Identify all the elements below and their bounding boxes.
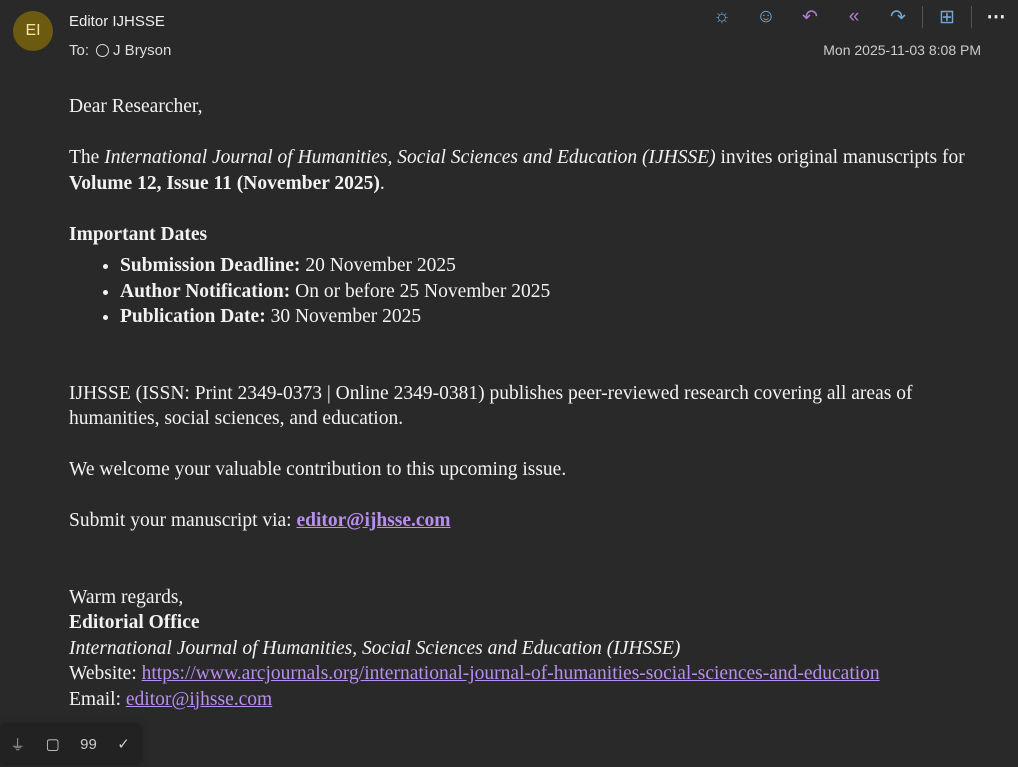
quote-icon[interactable]: 99 — [80, 735, 97, 753]
recipients — [69, 42, 171, 59]
text: The — [69, 147, 105, 168]
date-label: Author Notification: — [120, 280, 291, 302]
reply-icon[interactable]: ↶ — [802, 6, 818, 28]
date-label: Submission Deadline: — [120, 255, 301, 276]
avatar[interactable]: EI — [13, 11, 53, 51]
apps-icon[interactable]: ⊞ — [939, 6, 955, 28]
greeting: Dear Researcher, — [69, 96, 203, 117]
recipient[interactable]: J Bryson — [113, 42, 172, 59]
floating-toolbar — [0, 725, 140, 763]
text: Submit your manuscript via: — [69, 510, 297, 531]
submit-email-link[interactable]: editor@ijhsse.com — [296, 510, 451, 531]
divider — [971, 6, 972, 28]
brightness-icon[interactable]: ☼ — [713, 6, 731, 27]
email-label: Email: — [69, 688, 126, 710]
date-value: 30 November 2025 — [265, 306, 422, 327]
date-label: Publication Date: — [120, 306, 266, 327]
date-value: On or before 25 November 2025 — [290, 280, 551, 302]
list-item — [120, 304, 969, 330]
presence-icon — [96, 44, 109, 57]
signature-journal: International Journal of Humanities, Social Sciences and Education (IJHSSE) — [69, 637, 681, 659]
about: IJHSSE (ISSN: Print 2349-0373 | Online 2349-0381) publishes peer-reviewed research covering all areas of humanities, social sciences, and education. — [69, 382, 913, 429]
highlight-icon[interactable]: ⏚ — [10, 736, 26, 754]
sender-name[interactable]: Editor IJHSSE — [69, 13, 165, 30]
office: Editorial Office — [69, 612, 200, 633]
dates-list — [69, 253, 969, 330]
submit — [69, 508, 969, 534]
date-value: 20 November 2025 — [300, 255, 456, 276]
reply-all-icon[interactable]: « — [848, 6, 860, 27]
sticky-note-icon[interactable]: ▢ — [45, 736, 60, 753]
divider — [922, 6, 923, 28]
message-toolbar — [700, 4, 1018, 30]
dates-heading: Important Dates — [69, 223, 208, 245]
regards: Warm regards, — [69, 586, 184, 608]
list-item — [120, 279, 969, 305]
check-icon[interactable]: ✓ — [117, 736, 130, 753]
website — [69, 661, 969, 687]
intro — [69, 145, 969, 196]
text: . — [379, 172, 385, 194]
to-label: To: — [69, 42, 90, 59]
more-icon[interactable]: ⋯ — [986, 6, 1006, 28]
journal-name: International Journal of Humanities, Social Sciences and Education (IJHSSE) — [104, 147, 716, 168]
datetime: Mon 2025-11-03 8:08 PM — [823, 42, 981, 58]
text: invites original manuscripts for — [715, 147, 965, 168]
message-body — [69, 94, 969, 712]
email — [69, 687, 969, 713]
list-item — [120, 253, 969, 279]
email-link[interactable]: editor@ijhsse.com — [125, 688, 273, 710]
welcome: We welcome your valuable contribution to this upcoming issue. — [69, 459, 567, 480]
website-label: Website: — [69, 663, 142, 684]
forward-icon[interactable]: ↷ — [890, 6, 906, 28]
issue: Volume 12, Issue 11 (November 2025) — [69, 172, 380, 194]
website-link[interactable]: https://www.arcjournals.org/international-journal-of-humanities-social-sciences-and-education — [141, 663, 880, 684]
emoji-icon[interactable]: ☺ — [756, 6, 776, 27]
